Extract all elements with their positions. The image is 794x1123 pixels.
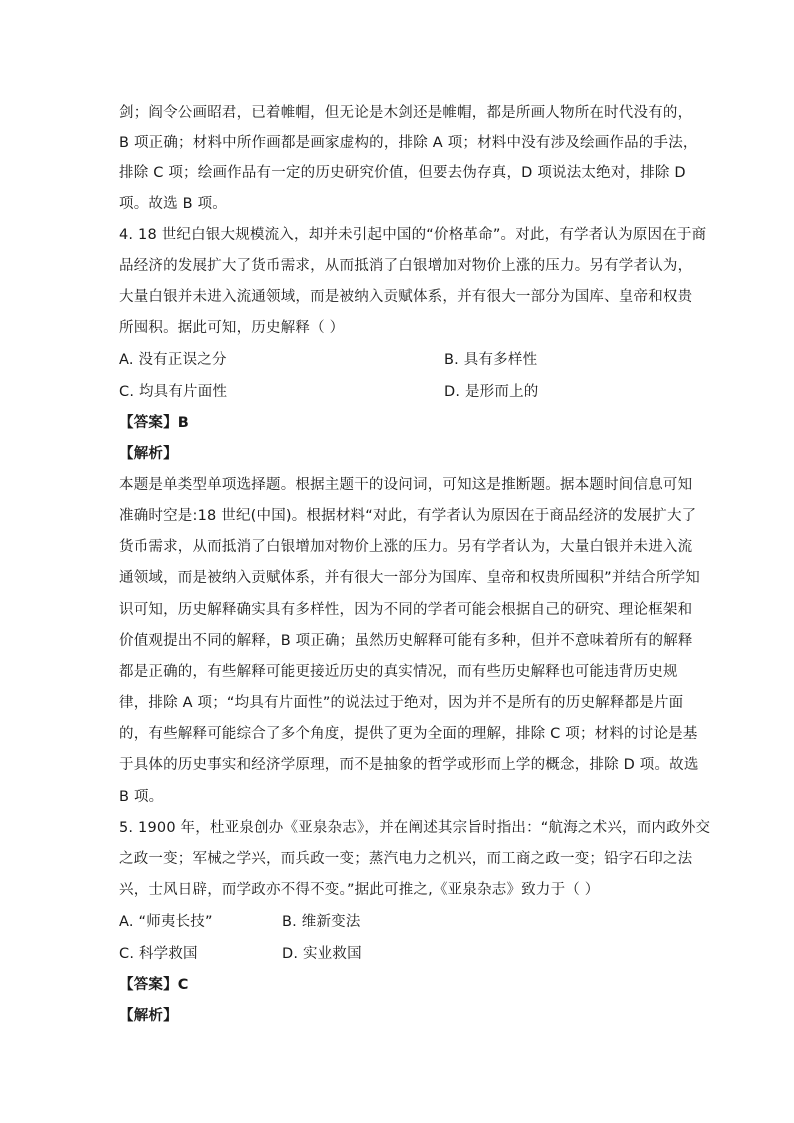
q4-analysis-line-8: 律，排除 A 项；“均具有片面性”的说法过于绝对，因为并不是所有的历史解释都是片面 bbox=[119, 695, 684, 711]
q3-analysis-line-4: 项。故选 B 项。 bbox=[119, 196, 227, 212]
q5-stem-line-3: 兴，士风日辟，而学政亦不得不变。”据此可推之,《亚泉杂志》致力于（ ） bbox=[119, 882, 600, 898]
q4-analysis-line-7: 都是正确的，有些解释可能更接近历史的真实情况，而有些历史解释也可能违背历史规 bbox=[119, 664, 678, 680]
q4-analysis-line-1: 本题是单类型单项选择题。根据主题干的设问词，可知这是推断题。据本题时间信息可知 bbox=[119, 477, 693, 493]
q4-option-c: C. 均具有片面性 bbox=[119, 384, 228, 400]
q4-option-b: B. 具有多样性 bbox=[444, 352, 538, 368]
q3-analysis-line-3: 排除 C 项；绘画作品有一定的历史研究价值，但要去伪存真，D 项说法太绝对，排除 D bbox=[119, 165, 686, 181]
q4-stem-line-3: 大量白银并未进入流通领域，而是被纳入贡赋体系，并有很大一部分为国库、皇帝和权贵 bbox=[119, 289, 693, 305]
q4-analysis-line-10: 于具体的历史事实和经济学原理，而不是抽象的哲学或形而上学的概念，排除 D 项。故选 bbox=[119, 757, 699, 773]
q3-analysis-line-2: B 项正确；材料中所作画都是画家虚构的，排除 A 项；材料中没有涉及绘画作品的手法， bbox=[119, 135, 698, 151]
q4-analysis-line-5: 识可知，历史解释确实具有多样性，因为不同的学者可能会根据自己的研究、理论框架和 bbox=[119, 602, 693, 618]
q4-analysis-label: 【解析】 bbox=[119, 446, 178, 462]
q4-stem-line-1: 4. 18 世纪白银大规模流入，却并未引起中国的“价格革命”。对此，有学者认为原因在于商 bbox=[119, 227, 707, 243]
q4-analysis-line-11: B 项。 bbox=[119, 789, 164, 805]
q4-analysis-line-9: 的，有些解释可能综合了多个角度，提供了更为全面的理解，排除 C 项；材料的讨论是基 bbox=[119, 726, 698, 742]
q4-stem-line-4: 所囤积。据此可知，历史解释（ ） bbox=[119, 320, 345, 336]
q4-analysis-line-3: 货币需求，从而抵消了白银增加对物价上涨的压力。另有学者认为，大量白银并未进入流 bbox=[119, 539, 693, 555]
q5-answer: 【答案】C bbox=[119, 977, 189, 993]
q4-answer: 【答案】B bbox=[119, 415, 190, 431]
q5-stem-line-1: 5. 1900 年，杜亚泉创办《亚泉杂志》，并在阐述其宗旨时指出：“航海之术兴，而内政外交 bbox=[119, 820, 711, 836]
q4-analysis-line-4: 通领域，而是被纳入贡赋体系，并有很大一部分为国库、皇帝和权贵所囤积”并结合所学知 bbox=[119, 570, 701, 586]
q4-stem-line-2: 品经济的发展扩大了货币需求，从而抵消了白银增加对物价上涨的压力。另有学者认为， bbox=[119, 258, 693, 274]
q4-analysis-line-2: 准确时空是:18 世纪(中国)。根据材料“对此，有学者认为原因在于商品经济的发展扩大了 bbox=[119, 508, 697, 524]
q4-option-d: D. 是形而上的 bbox=[444, 384, 539, 400]
q5-stem-line-2: 之政一变；军械之学兴，而兵政一变；蒸汽电力之机兴，而工商之政一变；铅字石印之法 bbox=[119, 851, 693, 867]
q5-option-d: D. 实业救国 bbox=[282, 946, 362, 962]
q5-option-a: A. “师夷长技” bbox=[119, 914, 213, 930]
q4-analysis-line-6: 价值观提出不同的解释，B 项正确；虽然历史解释可能有多种，但并不意味着所有的解释 bbox=[119, 633, 693, 649]
q5-option-c: C. 科学救国 bbox=[119, 946, 198, 962]
q4-option-a: A. 没有正误之分 bbox=[119, 352, 227, 368]
q5-option-b: B. 维新变法 bbox=[282, 914, 361, 930]
q3-analysis-line-1: 剑；阎令公画昭君，已着帷帽，但无论是木剑还是帷帽，都是所画人物所在时代没有的， bbox=[119, 105, 693, 121]
q5-analysis-label: 【解析】 bbox=[119, 1008, 178, 1024]
